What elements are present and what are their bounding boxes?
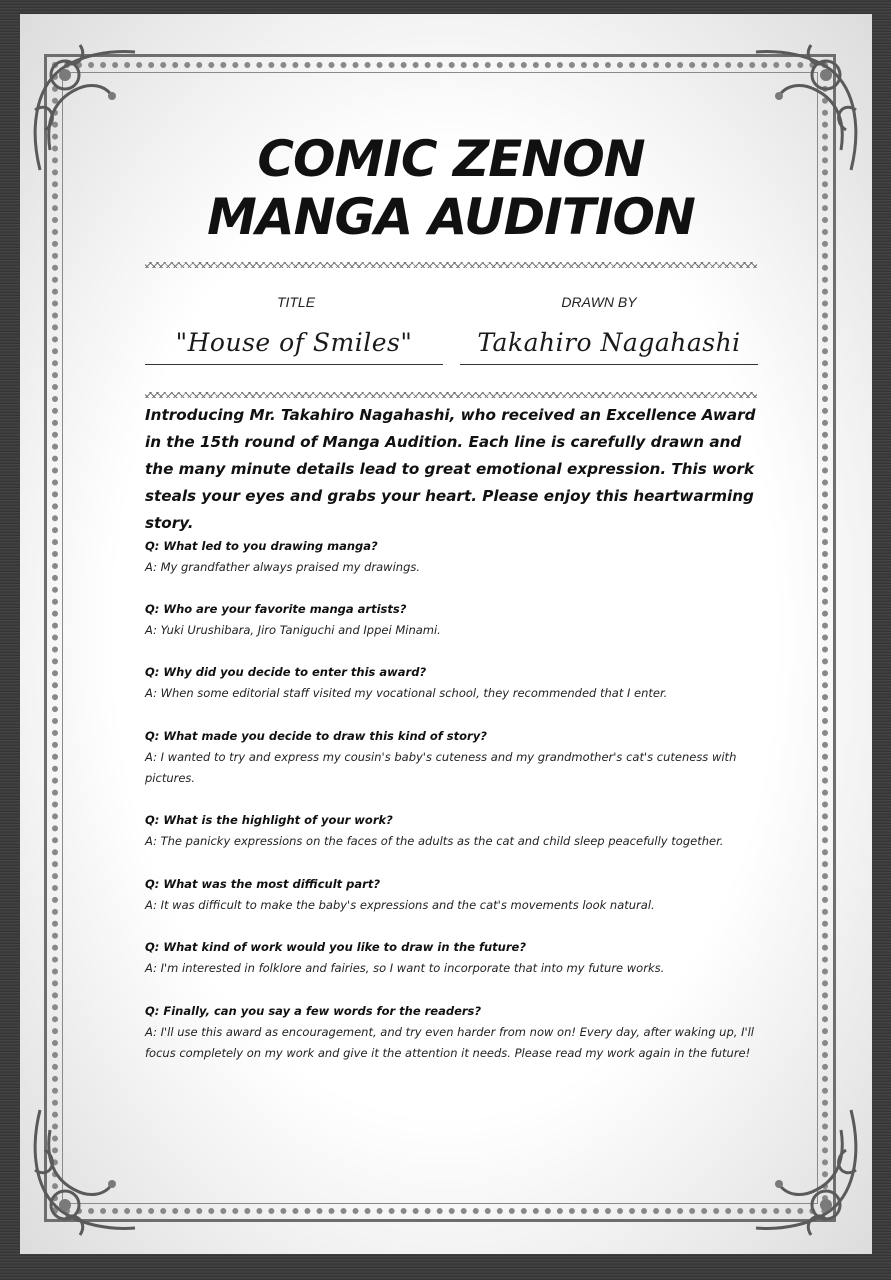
qa-item <box>145 662 760 704</box>
question: Q: What was the most difficult part? <box>145 877 380 891</box>
question: Q: Finally, can you say a few words for the readers? <box>145 1004 482 1018</box>
answer: A: My grandfather always praised my drawings. <box>145 560 421 574</box>
work-title-value: "House of Smiles" <box>175 328 413 357</box>
page-title-line2: MANGA AUDITION <box>207 188 695 246</box>
intro-paragraph: Introducing Mr. Takahiro Nagahashi, who received an Excellence Award in the 15th round of Manga Audition. Each line is carefully drawn and the many minute details lead to great emotional expression. This work steals your eyes and grabs your heart. Please enjoy this heartwarming story. <box>145 406 756 532</box>
question: Q: What is the highlight of your work? <box>145 813 393 827</box>
qa-item <box>145 599 760 641</box>
qa-item <box>145 810 760 852</box>
divider-top <box>145 262 757 268</box>
title-label: TITLE <box>276 294 316 310</box>
answer: A: I'll use this award as encouragement, and try even harder from now on! Every day, after waking up, I'll focus completely on my work and give it the attention it needs. Please read my work again in the future! <box>145 1025 755 1060</box>
answer: A: I'm interested in folklore and fairies, so I want to incorporate that into my future works. <box>145 961 665 975</box>
question: Q: Why did you decide to enter this award? <box>145 665 427 679</box>
drawn-by-label: DRAWN BY <box>561 294 637 310</box>
qa-item <box>145 726 760 789</box>
qa-item <box>145 937 760 979</box>
artist-signature-line <box>460 364 758 365</box>
ornament-corner-top-right <box>751 30 871 180</box>
page-title-line1: COMIC ZENON <box>257 130 645 188</box>
artist-name-value: Takahiro Nagahashi <box>477 328 741 357</box>
qa-item <box>145 536 760 578</box>
ornament-corner-top-left <box>20 30 140 180</box>
answer: A: Yuki Urushibara, Jiro Taniguchi and Ippei Minami. <box>145 623 441 637</box>
answer: A: When some editorial staff visited my vocational school, they recommended that I enter. <box>145 686 668 700</box>
question: Q: What made you decide to draw this kind of story? <box>145 729 487 743</box>
answer: A: The panicky expressions on the faces of the adults as the cat and child sleep peacefully together. <box>145 834 724 848</box>
question: Q: Who are your favorite manga artists? <box>145 602 407 616</box>
ornament-corner-bottom-right <box>751 1100 871 1250</box>
qa-item <box>145 1001 760 1064</box>
qa-item <box>145 874 760 916</box>
ornament-corner-bottom-left <box>20 1100 140 1250</box>
title-signature-line <box>145 364 443 365</box>
question: Q: What led to you drawing manga? <box>145 539 378 553</box>
divider-middle <box>145 392 757 398</box>
answer: A: I wanted to try and express my cousin's baby's cuteness and my grandmother's cat's cuteness with pictures. <box>145 750 737 785</box>
answer: A: It was difficult to make the baby's expressions and the cat's movements look natural. <box>145 898 655 912</box>
question: Q: What kind of work would you like to draw in the future? <box>145 940 527 954</box>
